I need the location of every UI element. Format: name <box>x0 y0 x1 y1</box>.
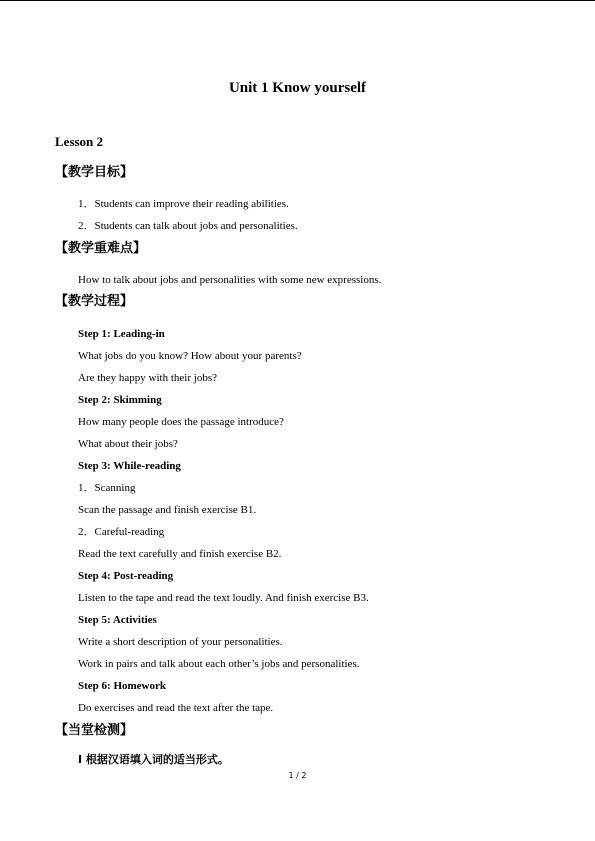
key-points-text: How to talk about jobs and personalities with some new expressions. <box>78 274 382 286</box>
test-item-1: I 根据汉语填入词的适当形式。 <box>78 753 229 766</box>
step-6-line-1: Do exercises and read the text after the tape. <box>78 702 274 714</box>
step-2-line-1: How many people does the passage introduce? <box>78 416 284 428</box>
objective-item-2: 2．Students can talk about jobs and personalities. <box>78 220 298 232</box>
step-5-line-2: Work in pairs and talk about each other’s jobs and personalities. <box>78 658 360 670</box>
step-3-title: Step 3: While-reading <box>78 460 181 472</box>
step-3-line-4: Read the text carefully and finish exercise B2. <box>78 548 282 560</box>
process-heading: 【教学过程】 <box>55 294 134 309</box>
test-heading: 【当堂检测】 <box>55 723 134 738</box>
document-title: Unit 1 Know yourself <box>228 80 367 96</box>
step-3-line-2: Scan the passage and finish exercise B1. <box>78 504 257 516</box>
step-1-line-2: Are they happy with their jobs? <box>78 372 217 384</box>
step-2-title: Step 2: Skimming <box>78 394 162 406</box>
step-1-title: Step 1: Leading-in <box>78 328 165 340</box>
key-points-heading: 【教学重难点】 <box>55 241 147 256</box>
page-number: 1 / 2 <box>288 771 307 780</box>
lesson-heading: Lesson 2 <box>55 134 104 149</box>
step-4-title: Step 4: Post-reading <box>78 570 174 582</box>
step-2-line-2: What about their jobs? <box>78 438 178 450</box>
objectives-heading: 【教学目标】 <box>55 165 134 180</box>
objective-item-1: 1．Students can improve their reading abilities. <box>78 198 289 210</box>
step-1-line-1: What jobs do you know? How about your parents? <box>78 350 302 362</box>
step-5-title: Step 5: Activities <box>78 614 157 626</box>
step-4-line-1: Listen to the tape and read the text loudly. And finish exercise B3. <box>78 592 369 604</box>
step-3-line-3: 2．Careful-reading <box>78 526 165 538</box>
step-3-line-1: 1．Scanning <box>78 482 136 494</box>
step-5-line-1: Write a short description of your personalities. <box>78 636 283 648</box>
step-6-title: Step 6: Homework <box>78 680 166 692</box>
page-top-rule <box>0 0 595 1</box>
